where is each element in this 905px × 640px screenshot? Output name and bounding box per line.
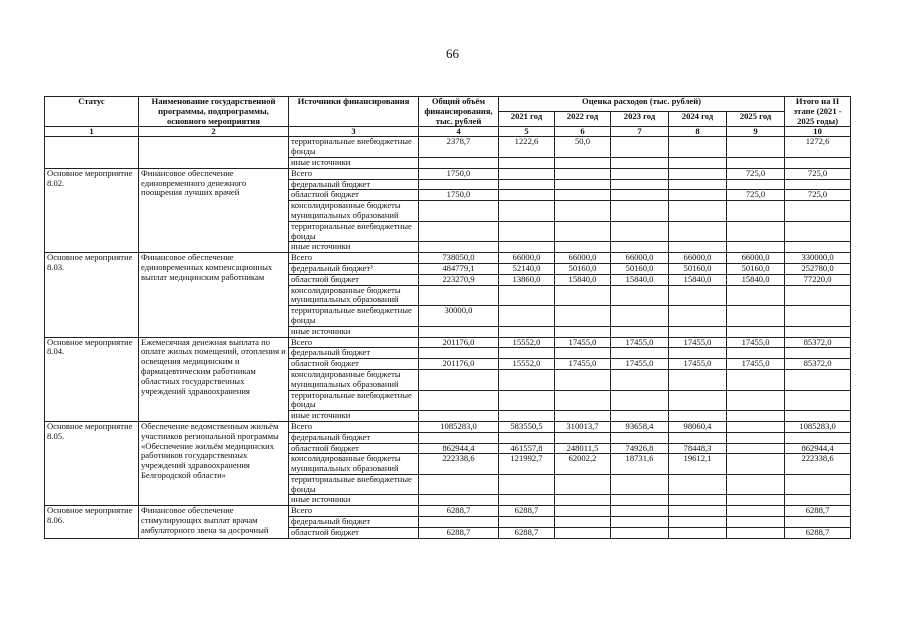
source-cell: Всего (289, 421, 419, 432)
column-number: 7 (611, 127, 669, 137)
year-value-cell: 17455,0 (727, 359, 785, 370)
year-value-cell: 17455,0 (727, 337, 785, 348)
year-value-cell (555, 506, 611, 517)
year-value-cell: 50,0 (555, 137, 611, 158)
year-value-cell: 98060,4 (669, 421, 727, 432)
source-cell: иные источники (289, 411, 419, 422)
source-cell: территориальные внебюджетные фонды (289, 221, 419, 242)
name-cell: Финансовое обеспечение единовременного денежного поощрения лучших врачей (139, 168, 289, 252)
year-value-cell (555, 306, 611, 327)
year-value-cell (611, 432, 669, 443)
final-cell (785, 348, 851, 359)
source-cell: территориальные внебюджетные фонды (289, 474, 419, 495)
total-cell (419, 348, 499, 359)
year-value-cell (555, 527, 611, 538)
source-cell: областной бюджет (289, 274, 419, 285)
year-value-cell: 17455,0 (611, 359, 669, 370)
final-cell (785, 411, 851, 422)
year-value-cell (611, 157, 669, 168)
year-value-cell (555, 201, 611, 222)
year-value-cell: 15552,0 (499, 359, 555, 370)
year-value-cell (669, 369, 727, 390)
final-cell: 77220,0 (785, 274, 851, 285)
source-cell: территориальные внебюджетные фонды (289, 306, 419, 327)
name-cell (139, 137, 289, 168)
year-value-cell: 17455,0 (611, 337, 669, 348)
column-number: 4 (419, 127, 499, 137)
year-value-cell (499, 326, 555, 337)
year-value-cell: 15840,0 (611, 274, 669, 285)
year-value-cell (611, 201, 669, 222)
header-total-volume: Общий объём финансирования, тыс. рублей (419, 97, 499, 127)
total-cell (419, 432, 499, 443)
year-value-cell (669, 517, 727, 528)
total-cell: 30000,0 (419, 306, 499, 327)
final-cell (785, 201, 851, 222)
total-cell: 223270,9 (419, 274, 499, 285)
final-cell (785, 242, 851, 253)
year-value-cell (727, 506, 785, 517)
table-row (45, 137, 851, 158)
source-cell: федеральный бюджет (289, 348, 419, 359)
year-value-cell (499, 348, 555, 359)
total-cell: 6288,7 (419, 527, 499, 538)
year-value-cell: 6288,7 (499, 527, 555, 538)
final-cell: 330000,0 (785, 253, 851, 264)
year-value-cell (611, 285, 669, 306)
year-value-cell: 17455,0 (669, 337, 727, 348)
year-value-cell (669, 432, 727, 443)
year-value-cell (727, 527, 785, 538)
year-value-cell (669, 506, 727, 517)
name-cell: Ежемесячная денежная выплата по оплате жилых помещений, отопления и освещения медицинским и фармацевтическим работникам областных государственных учреждений здравоохранения (139, 337, 289, 421)
year-value-cell (555, 517, 611, 528)
year-value-cell (669, 190, 727, 201)
year-value-cell: 19612,1 (669, 454, 727, 475)
year-value-cell (611, 369, 669, 390)
status-cell: Основное мероприятие 8.02. (45, 168, 139, 252)
year-value-cell (727, 390, 785, 411)
year-value-cell (727, 517, 785, 528)
source-cell: областной бюджет (289, 190, 419, 201)
source-cell: консолидированные бюджеты муниципальных образований (289, 454, 419, 475)
year-value-cell (499, 390, 555, 411)
year-value-cell (499, 474, 555, 495)
status-cell: Основное мероприятие 8.06. (45, 506, 139, 538)
header-sources: Источники финансирования (289, 97, 419, 127)
year-value-cell: 17455,0 (555, 359, 611, 370)
year-value-cell: 248011,5 (555, 443, 611, 454)
status-cell: Основное мероприятие 8.04. (45, 337, 139, 421)
source-cell: федеральный бюджет (289, 517, 419, 528)
total-cell (419, 495, 499, 506)
total-cell: 862944,4 (419, 443, 499, 454)
year-value-cell (669, 326, 727, 337)
source-cell: иные источники (289, 157, 419, 168)
year-value-cell: 50160,0 (669, 263, 727, 274)
final-cell (785, 517, 851, 528)
year-value-cell: 15840,0 (727, 274, 785, 285)
name-cell: Финансовое обеспечение единовременных компенсационных выплат медицинским работникам (139, 253, 289, 337)
final-cell: 725,0 (785, 190, 851, 201)
year-value-cell (727, 432, 785, 443)
year-value-cell (555, 179, 611, 190)
year-value-cell: 725,0 (727, 190, 785, 201)
year-value-cell (555, 474, 611, 495)
total-cell (419, 179, 499, 190)
year-value-cell: 6288,7 (499, 506, 555, 517)
source-cell: Всего (289, 253, 419, 264)
source-cell: консолидированные бюджеты муниципальных образований (289, 285, 419, 306)
year-value-cell (669, 474, 727, 495)
year-value-cell: 15840,0 (555, 274, 611, 285)
total-cell (419, 201, 499, 222)
year-value-cell (611, 221, 669, 242)
total-cell: 2378,7 (419, 137, 499, 158)
year-value-cell (727, 242, 785, 253)
header-year-2023: 2023 год (611, 112, 669, 127)
year-value-cell: 725,0 (727, 168, 785, 179)
year-value-cell (669, 411, 727, 422)
year-value-cell: 121992,7 (499, 454, 555, 475)
column-numbers-row (45, 127, 851, 137)
year-value-cell (499, 242, 555, 253)
year-value-cell: 18731,6 (611, 454, 669, 475)
year-value-cell (669, 179, 727, 190)
year-value-cell: 310013,7 (555, 421, 611, 432)
column-number: 6 (555, 127, 611, 137)
table-row (45, 506, 851, 517)
year-value-cell: 50160,0 (555, 263, 611, 274)
source-cell: областной бюджет (289, 359, 419, 370)
final-cell: 6288,7 (785, 506, 851, 517)
header-name: Наименование государственной программы, подпрограммы, основного мероприятия (139, 97, 289, 127)
year-value-cell: 583550,5 (499, 421, 555, 432)
column-number: 1 (45, 127, 139, 137)
source-cell: территориальные внебюджетные фонды (289, 137, 419, 158)
total-cell (419, 369, 499, 390)
year-value-cell (499, 517, 555, 528)
year-value-cell (669, 168, 727, 179)
year-value-cell (669, 221, 727, 242)
status-cell: Основное мероприятие 8.05. (45, 421, 139, 505)
year-value-cell (555, 242, 611, 253)
year-value-cell (611, 527, 669, 538)
year-value-cell (499, 306, 555, 327)
final-cell (785, 390, 851, 411)
column-number: 9 (727, 127, 785, 137)
year-value-cell (611, 190, 669, 201)
year-value-cell (669, 242, 727, 253)
table-row (45, 421, 851, 432)
total-cell (419, 242, 499, 253)
header-year-2022: 2022 год (555, 112, 611, 127)
year-value-cell (555, 390, 611, 411)
header-status: Статус (45, 97, 139, 127)
total-cell (419, 157, 499, 168)
column-number: 10 (785, 127, 851, 137)
year-value-cell (499, 285, 555, 306)
year-value-cell (727, 369, 785, 390)
year-value-cell (669, 306, 727, 327)
total-cell (419, 474, 499, 495)
name-cell: Финансовое обеспечение стимулирующих выплат врачам амбулаторного звена за досрочный (139, 506, 289, 538)
year-value-cell (611, 242, 669, 253)
year-value-cell (611, 348, 669, 359)
year-value-cell: 66000,0 (727, 253, 785, 264)
year-value-cell (499, 369, 555, 390)
final-cell (785, 495, 851, 506)
year-value-cell (727, 454, 785, 475)
year-value-cell: 66000,0 (499, 253, 555, 264)
source-cell: федеральный бюджет (289, 179, 419, 190)
column-number: 2 (139, 127, 289, 137)
final-cell: 85372,0 (785, 359, 851, 370)
total-cell (419, 326, 499, 337)
year-value-cell: 66000,0 (669, 253, 727, 264)
total-cell: 1085283,0 (419, 421, 499, 432)
year-value-cell: 50160,0 (727, 263, 785, 274)
final-cell (785, 157, 851, 168)
final-cell: 1272,6 (785, 137, 851, 158)
year-value-cell: 1222,6 (499, 137, 555, 158)
year-value-cell (499, 495, 555, 506)
year-value-cell (555, 369, 611, 390)
year-value-cell (727, 474, 785, 495)
year-value-cell (669, 495, 727, 506)
table-row (45, 337, 851, 348)
source-cell: консолидированные бюджеты муниципальных образований (289, 369, 419, 390)
year-value-cell (499, 157, 555, 168)
header-year-2025: 2025 год (727, 112, 785, 127)
total-cell (419, 517, 499, 528)
year-value-cell: 15840,0 (669, 274, 727, 285)
year-value-cell: 78448,3 (669, 443, 727, 454)
year-value-cell (555, 157, 611, 168)
column-number: 5 (499, 127, 555, 137)
year-value-cell: 66000,0 (555, 253, 611, 264)
year-value-cell (555, 432, 611, 443)
year-value-cell (555, 285, 611, 306)
year-value-cell (499, 201, 555, 222)
final-cell: 725,0 (785, 168, 851, 179)
final-cell (785, 326, 851, 337)
year-value-cell (499, 221, 555, 242)
final-cell (785, 285, 851, 306)
year-value-cell (727, 421, 785, 432)
total-cell: 6288,7 (419, 506, 499, 517)
year-value-cell (727, 157, 785, 168)
table-row (45, 253, 851, 264)
year-value-cell (499, 432, 555, 443)
year-value-cell (727, 411, 785, 422)
year-value-cell: 15552,0 (499, 337, 555, 348)
year-value-cell (727, 179, 785, 190)
year-value-cell (611, 306, 669, 327)
year-value-cell (669, 137, 727, 158)
source-cell: федеральный бюджет (289, 432, 419, 443)
status-cell (45, 137, 139, 168)
total-cell (419, 390, 499, 411)
year-value-cell (611, 506, 669, 517)
year-value-cell (499, 190, 555, 201)
source-cell: Всего (289, 168, 419, 179)
year-value-cell (555, 221, 611, 242)
final-cell: 6288,7 (785, 527, 851, 538)
total-cell (419, 221, 499, 242)
year-value-cell: 17455,0 (555, 337, 611, 348)
source-cell: иные источники (289, 495, 419, 506)
source-cell: Всего (289, 337, 419, 348)
year-value-cell (727, 495, 785, 506)
year-value-cell (727, 221, 785, 242)
year-value-cell (555, 495, 611, 506)
final-cell: 222338,6 (785, 454, 851, 475)
year-value-cell (499, 411, 555, 422)
year-value-cell (611, 517, 669, 528)
year-value-cell (727, 306, 785, 327)
budget-table (44, 96, 851, 539)
year-value-cell (499, 179, 555, 190)
name-cell: Обеспечение ведомственным жильём участников региональной программы «Обеспечение жильём медицинских работников государственных учреждений здравоохранения Белгородской области» (139, 421, 289, 505)
header-year-2024: 2024 год (669, 112, 727, 127)
source-cell: консолидированные бюджеты муниципальных образований (289, 201, 419, 222)
total-cell: 222338,6 (419, 454, 499, 475)
year-value-cell (499, 168, 555, 179)
total-cell: 201176,0 (419, 337, 499, 348)
total-cell: 1750,0 (419, 190, 499, 201)
year-value-cell (611, 326, 669, 337)
year-value-cell (727, 348, 785, 359)
year-value-cell: 461557,8 (499, 443, 555, 454)
year-value-cell (611, 390, 669, 411)
total-cell (419, 285, 499, 306)
year-value-cell (727, 443, 785, 454)
year-value-cell: 62002,2 (555, 454, 611, 475)
source-cell: Всего (289, 506, 419, 517)
year-value-cell (669, 390, 727, 411)
total-cell: 201176,0 (419, 359, 499, 370)
status-cell: Основное мероприятие 8.03. (45, 253, 139, 337)
year-value-cell (727, 201, 785, 222)
source-cell: территориальные внебюджетные фонды (289, 390, 419, 411)
year-value-cell (669, 285, 727, 306)
year-value-cell (555, 190, 611, 201)
source-cell: иные источники (289, 326, 419, 337)
year-value-cell (669, 157, 727, 168)
final-cell (785, 179, 851, 190)
year-value-cell: 50160,0 (611, 263, 669, 274)
column-number: 3 (289, 127, 419, 137)
year-value-cell (727, 285, 785, 306)
table-row (45, 168, 851, 179)
year-value-cell (611, 411, 669, 422)
final-cell: 252780,0 (785, 263, 851, 274)
total-cell (419, 411, 499, 422)
year-value-cell (669, 348, 727, 359)
year-value-cell: 13860,0 (499, 274, 555, 285)
year-value-cell (611, 168, 669, 179)
page-number: 66 (446, 46, 459, 61)
source-cell: иные источники (289, 242, 419, 253)
year-value-cell (727, 326, 785, 337)
total-cell: 484779,1 (419, 263, 499, 274)
source-cell: областной бюджет (289, 527, 419, 538)
year-value-cell (611, 179, 669, 190)
final-cell (785, 432, 851, 443)
year-value-cell (669, 201, 727, 222)
year-value-cell (555, 411, 611, 422)
final-cell: 85372,0 (785, 337, 851, 348)
header-estimate: Оценка расходов (тыс. рублей) (499, 97, 785, 112)
final-cell: 862944,4 (785, 443, 851, 454)
final-cell (785, 474, 851, 495)
year-value-cell (669, 527, 727, 538)
column-number: 8 (669, 127, 727, 137)
total-cell: 1750,0 (419, 168, 499, 179)
year-value-cell (611, 474, 669, 495)
year-value-cell (611, 137, 669, 158)
header-row-top (45, 97, 851, 112)
final-cell (785, 369, 851, 390)
total-cell: 738050,0 (419, 253, 499, 264)
header-final: Итого на II этапе (2021 - 2025 годы) (785, 97, 851, 127)
table-body (45, 137, 851, 538)
year-value-cell: 17455,0 (669, 359, 727, 370)
final-cell (785, 306, 851, 327)
year-value-cell: 93658,4 (611, 421, 669, 432)
final-cell (785, 221, 851, 242)
year-value-cell (555, 348, 611, 359)
header-year-2021: 2021 год (499, 112, 555, 127)
year-value-cell (555, 168, 611, 179)
year-value-cell: 66000,0 (611, 253, 669, 264)
year-value-cell: 74926,8 (611, 443, 669, 454)
year-value-cell (611, 495, 669, 506)
final-cell: 1085283,0 (785, 421, 851, 432)
year-value-cell (555, 326, 611, 337)
source-cell: областной бюджет (289, 443, 419, 454)
source-cell: федеральный бюджет³ (289, 263, 419, 274)
year-value-cell: 52140,0 (499, 263, 555, 274)
year-value-cell (727, 137, 785, 158)
